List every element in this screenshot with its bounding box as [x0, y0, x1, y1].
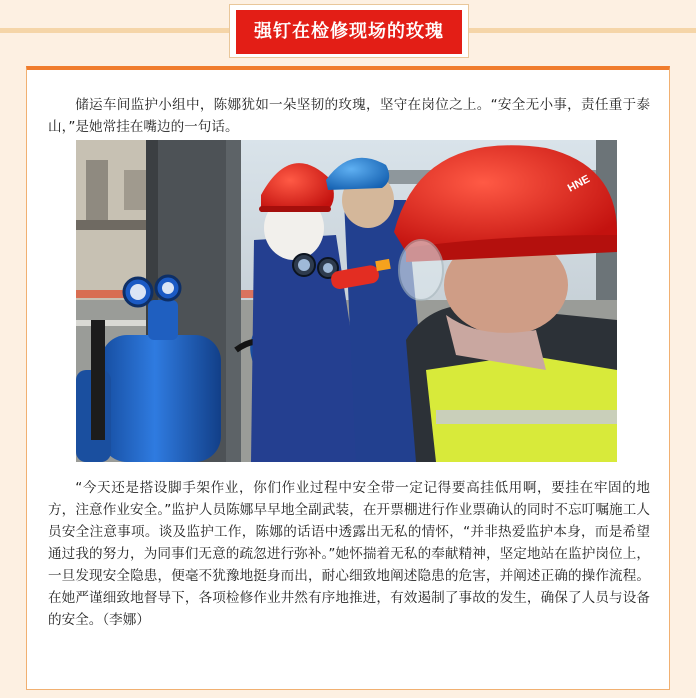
- paragraph-body: “今天还是搭设脚手架作业，你们作业过程中安全带一定记得要高挂低用啊，要挂在牢固的地方，注意作业安全。”监护人员陈娜早早地全副武装，在开票棚进行作业票确认的同时不忘叮嘱施工人员安全注意事项。谈及监护工作，陈娜的话语中透露出无私的情怀，“并非热爱监护本身，而是希望通过我的努力，为同事们无意的疏忽进行弥补。”她怀揣着无私的奉献精神，坚定地站在监护岗位上，一旦发现安全隐患，便毫不犹豫地挺身而出，耐心细致地阐述隐患的危害，并阐述正确的操作流程。在她严谨细致地督导下，各项检修作业井然有序地推进，有效遏制了事故的发生，确保了人员与设备的安全。（李娜）: [48, 480, 650, 628]
- safety-vest: [426, 355, 617, 462]
- paragraph-intro: 储运车间监护小组中，陈娜犹如一朵坚韧的玫瑰，坚守在岗位之上。“安全无小事，责任重于泰山，”是她常挂在嘴边的一句话。: [48, 97, 650, 135]
- helmet-label: HNE: [565, 173, 592, 195]
- article-photo: [76, 140, 617, 462]
- page-title: 强钉在检修现场的玫瑰: [236, 10, 462, 54]
